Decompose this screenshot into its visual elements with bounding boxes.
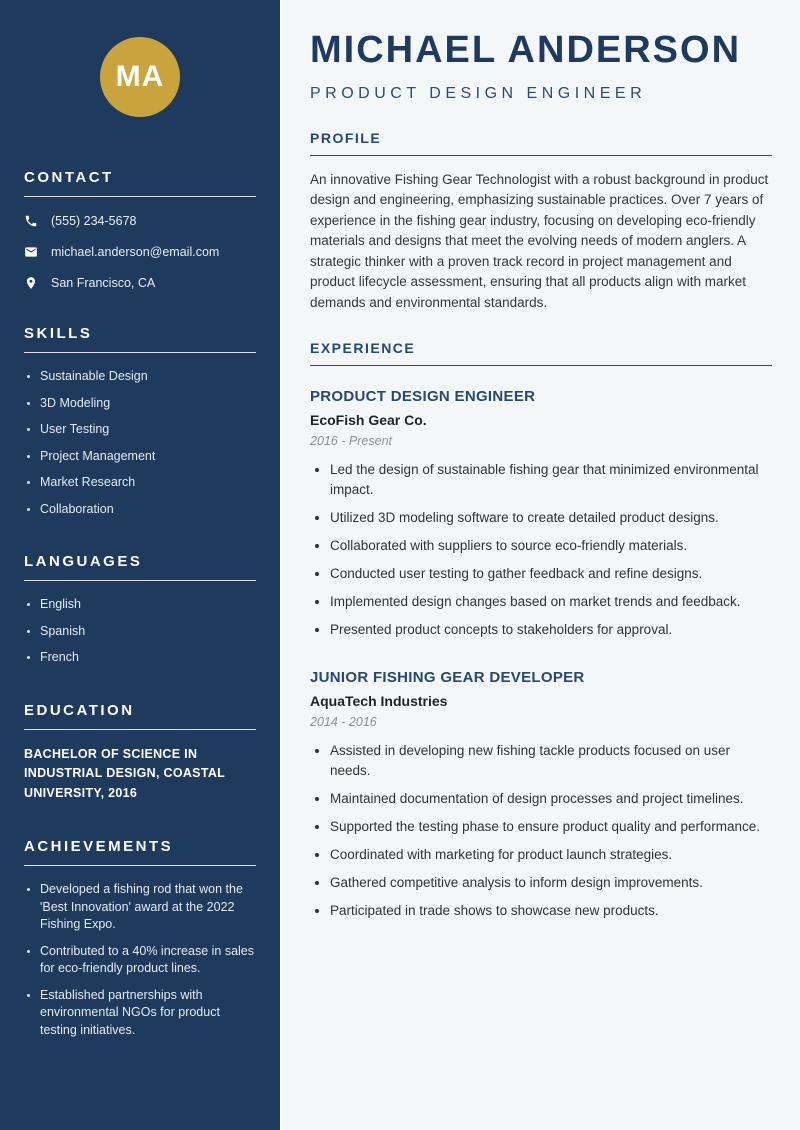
skill-item: • User Testing: [40, 421, 256, 439]
skill-item: • Sustainable Design: [40, 368, 256, 386]
avatar-initials: MA: [115, 60, 165, 93]
contact-row-phone: [24, 214, 256, 228]
job-dates: 2014 - 2016: [310, 715, 377, 730]
profile-heading: PROFILE: [310, 130, 772, 156]
contact-row-location: [24, 276, 256, 290]
profile-text: An innovative Fishing Gear Technologist with a robust background in product design and engineering, emphasizing sustainable practices. Over 7 years of experience in the fishing gear industry, focusing on developing eco-friendly materials and designs that meet the evolving needs of modern anglers. A strategic thinker with a proven track record in project management and product lifecycle assessment, ensuring that all products align with market demands and environmental standards.: [310, 171, 769, 310]
job-bullets: [310, 741, 772, 920]
experience-heading: EXPERIENCE: [310, 340, 772, 366]
contact-phone-text: (555) 234-5678: [51, 214, 137, 228]
education-degree: BACHELOR OF SCIENCE IN INDUSTRIAL DESIGN, COASTAL UNIVERSITY, 2016: [24, 746, 225, 800]
experience-section: [310, 340, 772, 920]
languages-list: [24, 596, 256, 667]
skills-list: [24, 368, 256, 518]
job-bullet: • Conducted user testing to gather feedback and refine designs.: [330, 564, 772, 584]
education-divider: [24, 729, 256, 730]
language-item: • French: [40, 649, 256, 667]
skill-item: • Collaboration: [40, 501, 256, 519]
languages-section: [24, 553, 256, 667]
language-item: • English: [40, 596, 256, 614]
job-title: PRODUCT DESIGN ENGINEER: [310, 388, 536, 406]
contact-heading: CONTACT: [24, 169, 114, 186]
contact-section: [24, 169, 256, 290]
job-title: JUNIOR FISHING GEAR DEVELOPER: [310, 669, 585, 687]
contact-divider: [24, 196, 256, 197]
skill-item: • Market Research: [40, 474, 256, 492]
contact-email-text: michael.anderson@email.com: [51, 245, 220, 259]
achievement-item: • Established partnerships with environmental NGOs for product testing initiatives.: [40, 987, 256, 1040]
skill-item: • Project Management: [40, 448, 256, 466]
language-item: • Spanish: [40, 623, 256, 641]
achievements-section: [24, 838, 256, 1039]
achievements-divider: [24, 865, 256, 866]
contact-location-text: San Francisco, CA: [51, 276, 156, 290]
job-company: AquaTech Industries: [310, 693, 448, 710]
job-bullet: • Led the design of sustainable fishing gear that minimized environmental impact.: [330, 460, 772, 499]
skills-section: [24, 325, 256, 518]
job-dates: 2016 - Present: [310, 434, 392, 449]
sidebar: [0, 0, 280, 1130]
achievements-list: [24, 881, 256, 1039]
job-bullet: • Participated in trade shows to showcase new products.: [330, 901, 772, 921]
job-bullet: • Maintained documentation of design processes and project timelines.: [330, 789, 772, 809]
email-icon: [24, 245, 38, 259]
job-bullet: • Utilized 3D modeling software to create detailed product designs.: [330, 508, 772, 528]
job-bullet: • Supported the testing phase to ensure product quality and performance.: [330, 817, 772, 837]
achievement-item: • Contributed to a 40% increase in sales for eco-friendly product lines.: [40, 943, 256, 978]
job-bullet: • Assisted in developing new fishing tackle products focused on user needs.: [330, 741, 772, 780]
avatar: [100, 37, 180, 117]
skills-heading: SKILLS: [24, 325, 93, 342]
job-entry-2: [310, 669, 772, 920]
resume-job-title: PRODUCT DESIGN ENGINEER: [310, 84, 647, 102]
job-bullet: • Collaborated with suppliers to source eco-friendly materials.: [330, 536, 772, 556]
job-company: EcoFish Gear Co.: [310, 412, 427, 429]
skill-item: • 3D Modeling: [40, 395, 256, 413]
job-bullet: • Coordinated with marketing for product launch strategies.: [330, 845, 772, 865]
education-section: [24, 702, 256, 804]
job-bullet: • Presented product concepts to stakeholders for approval.: [330, 620, 772, 640]
job-bullet: • Gathered competitive analysis to inform design improvements.: [330, 873, 772, 893]
achievement-item: • Developed a fishing rod that won the 'Best Innovation' award at the 2022 Fishing Expo.: [40, 881, 256, 934]
skills-divider: [24, 352, 256, 353]
contact-row-email: [24, 245, 256, 259]
job-bullet: • Implemented design changes based on market trends and feedback.: [330, 592, 772, 612]
location-icon: [24, 276, 38, 290]
resume-name: MICHAEL ANDERSON: [310, 29, 742, 71]
languages-heading: LANGUAGES: [24, 553, 143, 570]
education-heading: EDUCATION: [24, 701, 135, 719]
profile-section: [310, 130, 772, 314]
main-column: [280, 0, 800, 1130]
job-bullets: [310, 460, 772, 639]
languages-divider: [24, 580, 256, 581]
achievements-heading: ACHIEVEMENTS: [24, 838, 174, 855]
phone-icon: [24, 214, 38, 228]
job-entry-1: [310, 388, 772, 639]
